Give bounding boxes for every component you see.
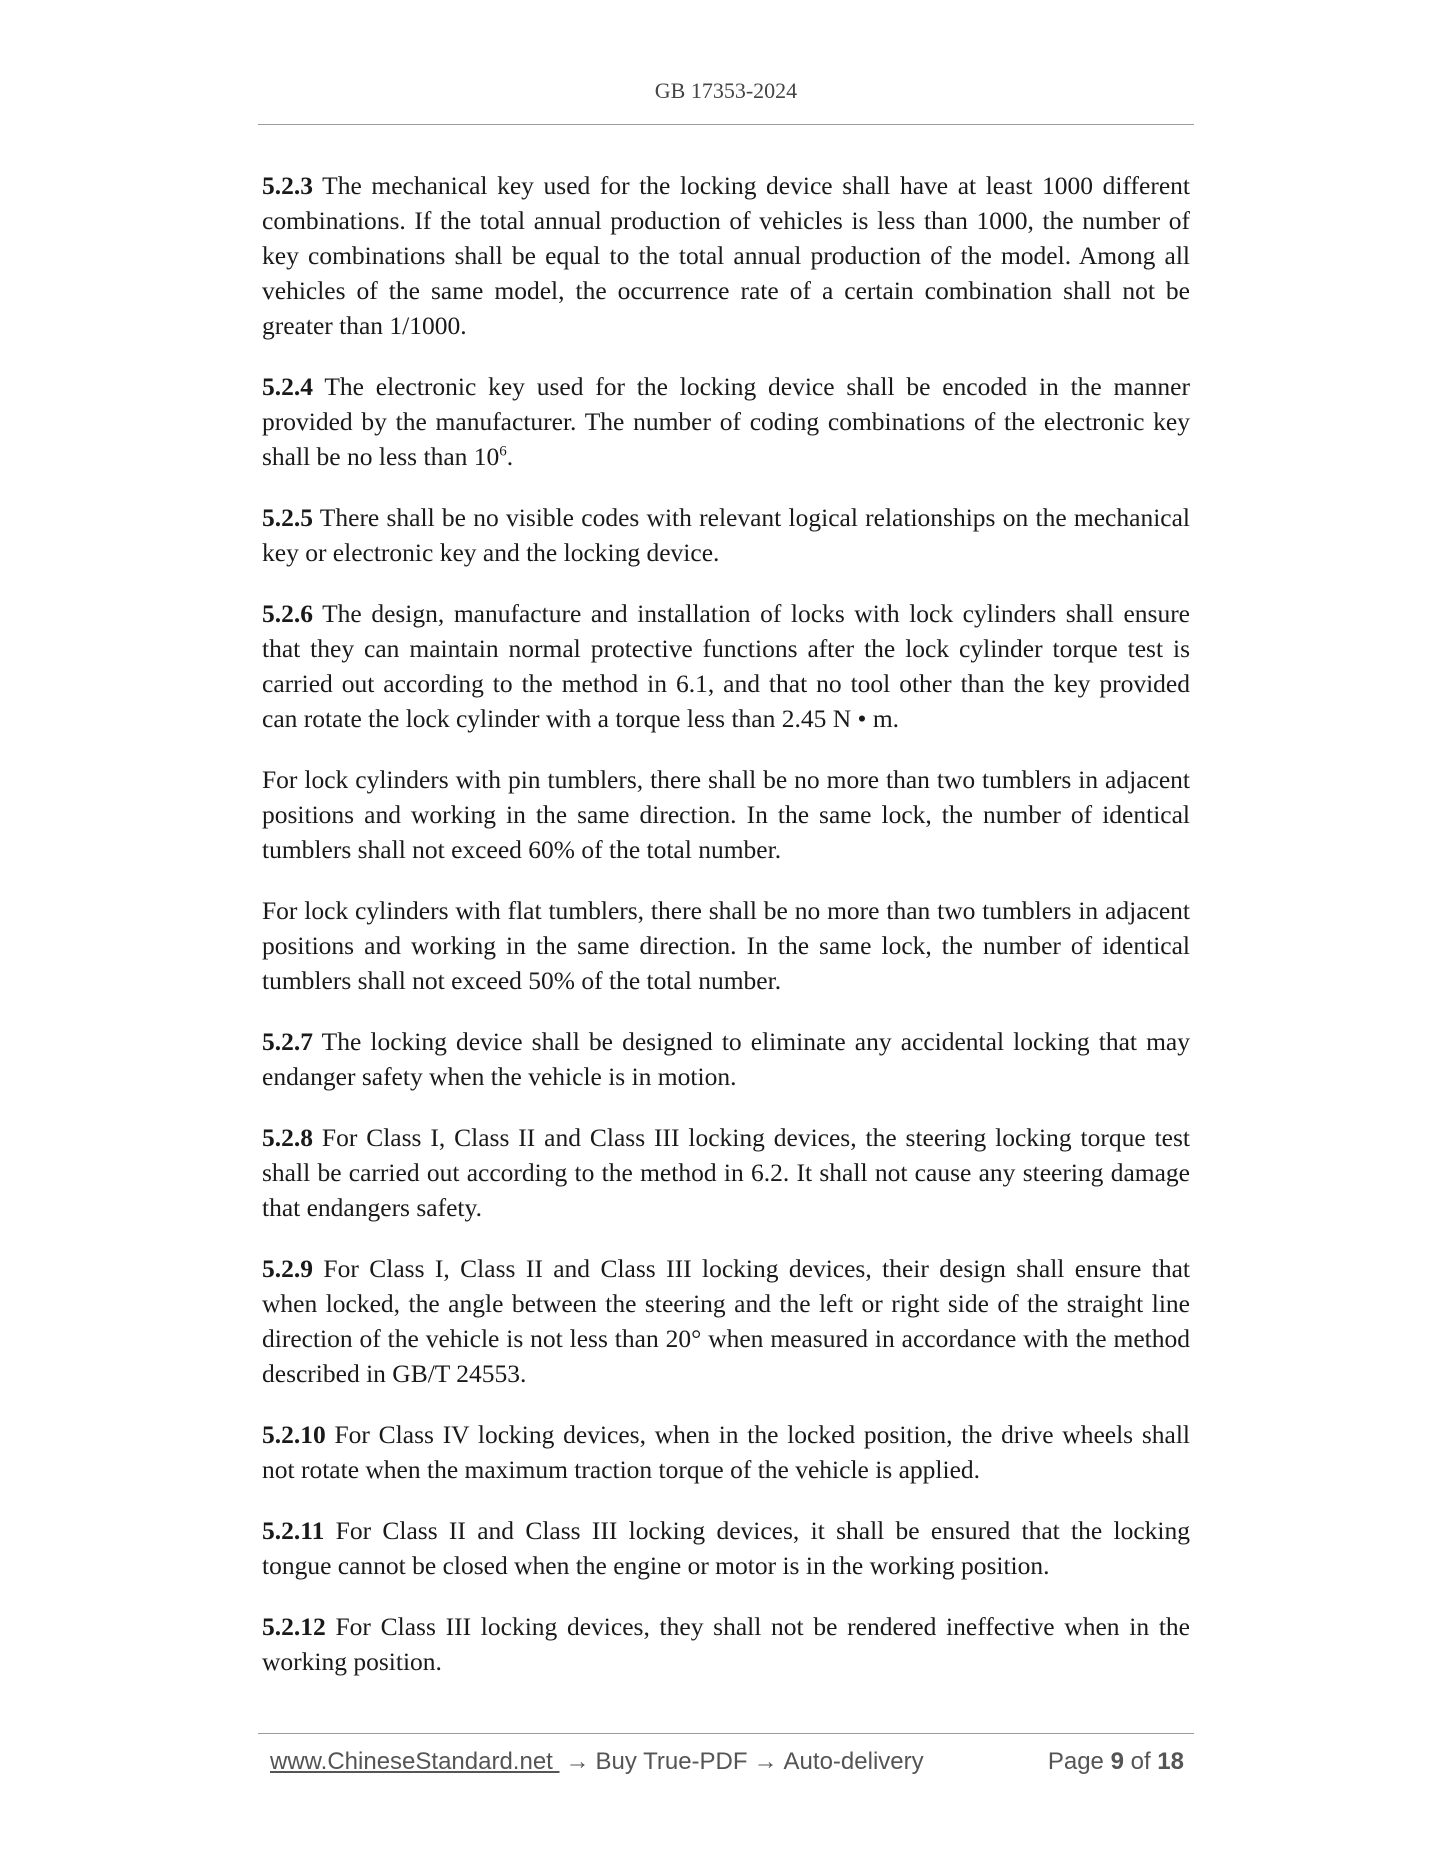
page-indicator bbox=[1048, 1748, 1184, 1776]
clause-text: There shall be no visible codes with relevant logical relationships on the mechanical key or electronic key and the locking device. bbox=[262, 503, 1190, 567]
clause-5-2-7 bbox=[262, 1024, 1190, 1094]
clause-number: 5.2.12 bbox=[262, 1612, 326, 1641]
clause-5-2-8 bbox=[262, 1120, 1190, 1225]
auto-delivery-text: Auto-delivery bbox=[783, 1748, 924, 1775]
clause-number: 5.2.6 bbox=[262, 599, 313, 628]
page-number: 9 bbox=[1110, 1748, 1124, 1775]
clause-text: The electronic key used for the locking device shall be encoded in the manner provided by the manufacturer. The number of coding combinations of the electronic key shall be no less than 10 bbox=[262, 372, 1190, 471]
flat-tumbler-paragraph bbox=[262, 893, 1190, 998]
clause-number: 5.2.9 bbox=[262, 1254, 313, 1283]
clause-number: 5.2.5 bbox=[262, 503, 313, 532]
website-link[interactable]: www.ChineseStandard.net bbox=[270, 1748, 560, 1775]
clause-5-2-3 bbox=[262, 168, 1190, 343]
clause-text: For Class III locking devices, they shall not be rendered ineffective when in the working position. bbox=[262, 1612, 1190, 1676]
clause-text: For Class I, Class II and Class III locking devices, the steering locking torque test shall be carried out according to the method in 6.2. It shall not cause any steering damage that endangers safety. bbox=[262, 1123, 1190, 1222]
clause-text: The mechanical key used for the locking device shall have at least 1000 different combinations. If the total annual production of vehicles is less than 1000, the number of key combinations shall be equal to the total annual production of the model. Among all vehicles of the same model, the occurrence rate of a certain combination shall not be greater than 1/1000. bbox=[262, 171, 1190, 340]
exponent: 6 bbox=[499, 443, 507, 460]
clause-text: The locking device shall be designed to eliminate any accidental locking that may endanger safety when the vehicle is in motion. bbox=[262, 1027, 1190, 1091]
clause-text: For Class IV locking devices, when in the locked position, the drive wheels shall not rotate when the maximum traction torque of the vehicle is applied. bbox=[262, 1420, 1190, 1484]
clause-number: 5.2.7 bbox=[262, 1027, 313, 1056]
footer-promo bbox=[270, 1748, 924, 1776]
clause-text: The design, manufacture and installation of locks with lock cylinders shall ensure that they can maintain normal protective functions after the lock cylinder torque test is carried out according to the method in 6.1, and that no tool other than the key provided can rotate the lock cylinder with a torque less than 2.45 N • m. bbox=[262, 599, 1190, 733]
clause-number: 5.2.10 bbox=[262, 1420, 326, 1449]
footer-divider bbox=[258, 1733, 1194, 1734]
clause-text: For Class II and Class III locking devices, it shall be ensured that the locking tongue cannot be closed when the engine or motor is in the working position. bbox=[262, 1516, 1190, 1580]
clause-text: For Class I, Class II and Class III locking devices, their design shall ensure that when locked, the angle between the steering and the left or right side of the straight line direction of the vehicle is not less than 20° when measured in accordance with the method described in GB/T 24553. bbox=[262, 1254, 1190, 1388]
pin-tumbler-paragraph bbox=[262, 762, 1190, 867]
buy-pdf-text: Buy True-PDF bbox=[595, 1748, 748, 1775]
paragraph-text: For lock cylinders with flat tumblers, there shall be no more than two tumblers in adjacent positions and working in the same direction. In the same lock, the number of identical tumblers shall not exceed 50% of the total number. bbox=[262, 896, 1190, 995]
page-label: Page bbox=[1047, 1748, 1104, 1775]
clause-number: 5.2.11 bbox=[262, 1516, 325, 1545]
clause-number: 5.2.3 bbox=[262, 171, 313, 200]
arrow-right-icon: → bbox=[565, 1748, 590, 1775]
total-pages: 18 bbox=[1157, 1748, 1184, 1775]
clause-5-2-5 bbox=[262, 500, 1190, 570]
document-body bbox=[262, 168, 1190, 1705]
of-label: of bbox=[1130, 1748, 1151, 1775]
clause-5-2-9 bbox=[262, 1251, 1190, 1391]
paragraph-text: For lock cylinders with pin tumblers, there shall be no more than two tumblers in adjacent positions and working in the same direction. In the same lock, the number of identical tumblers shall not exceed 60% of the total number. bbox=[262, 765, 1190, 864]
clause-text-tail: . bbox=[506, 442, 514, 471]
clause-5-2-11 bbox=[262, 1513, 1190, 1583]
clause-number: 5.2.4 bbox=[262, 372, 313, 401]
document-header: GB 17353-2024 bbox=[654, 78, 798, 103]
clause-number: 5.2.8 bbox=[262, 1123, 313, 1152]
clause-5-2-12 bbox=[262, 1609, 1190, 1679]
clause-5-2-10 bbox=[262, 1417, 1190, 1487]
header-divider bbox=[258, 124, 1194, 125]
clause-5-2-6 bbox=[262, 596, 1190, 736]
arrow-right-icon: → bbox=[753, 1748, 778, 1775]
clause-5-2-4 bbox=[262, 369, 1190, 474]
